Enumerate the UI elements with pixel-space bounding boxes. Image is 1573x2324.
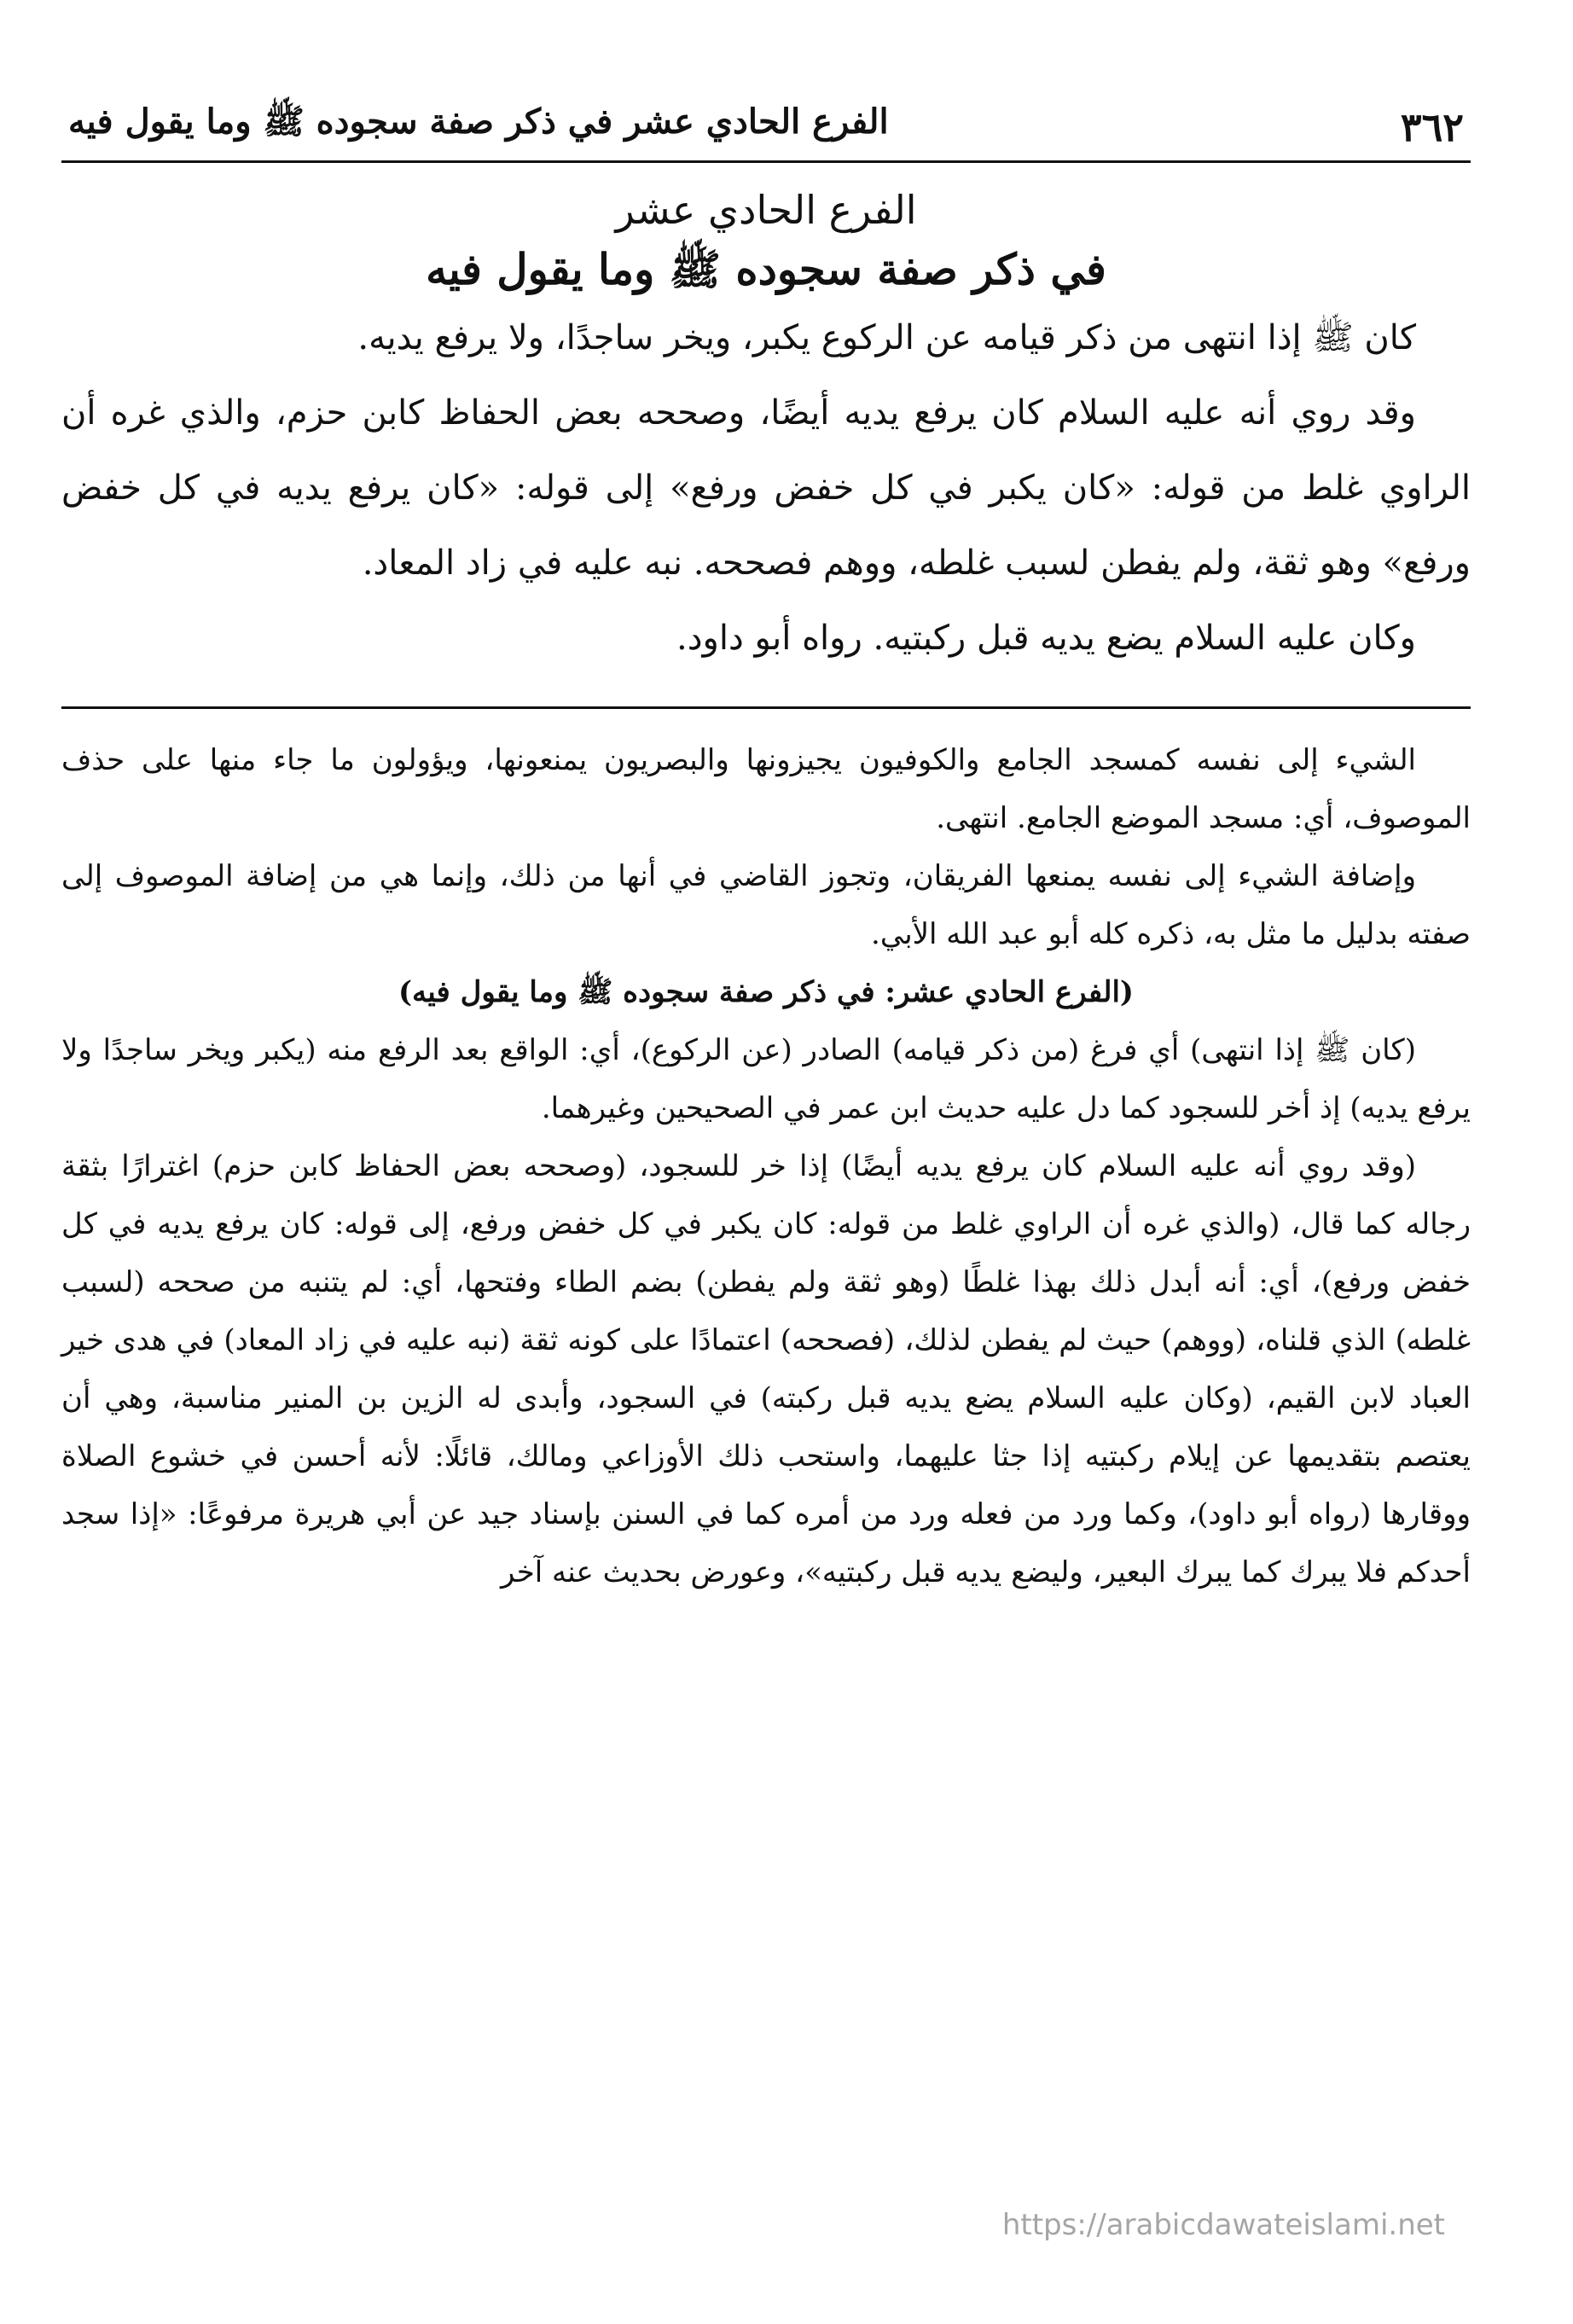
- main-paragraph: وكان عليه السلام يضع يديه قبل ركبتيه. رواه أبو داود.: [676, 619, 1416, 659]
- commentary-paragraph: الشيء إلى نفسه كمسجد الجامع والكوفيون يجيزونها والبصريون يمنعونها، ويؤولون ما جاء منها على حذف الموصوف، أي: مسجد الموضع الجامع. انتهى.: [61, 743, 1471, 836]
- commentary-paragraph: (وقد روي أنه عليه السلام كان يرفع يديه أيضًا) إذا خر للسجود، (وصححه بعض الحفاظ كابن حزم) اغترارًا بثقة رجاله كما قال، (والذي غره أن الراوي غلط من قوله: كان يكبر في كل خفض ورفع، إلى قوله: كان يرفع يديه في كل خفض ورفع)، أي: أنه أبدل ذلك بهذا غلطًا (وهو ثقة ولم يفطن) بضم الطاء وفتحها، أي: لم يتنبه من صححه (لسبب غلطه) الذي قلناه، (ووهم) حيث لم يفطن لذلك، (فصححه) اعتمادًا على كونه ثقة (نبه عليه في زاد المعاد) في هدى خير العباد لابن القيم، (وكان عليه السلام يضع يديه قبل ركبته) في السجود، وأبدى له الزين بن المنير مناسبة، وهي أن يعتصم بتقديمها عن إيلام ركبتيه إذا جثا عليهما، واستحب ذلك الأوزاعي ومالك، قائلًا: لأنه أحسن في خشوع الصلاة ووقارها (رواه أبو داود)، وكما ورد من فعله ورد من أمره كما في السنن بإسناد جيد عن أبي هريرة مرفوعًا: «إذا سجد أحدكم فلا يبرك كما يبرك البعير، وليضع يديه قبل ركبتيه»، وعورض بحديث عنه آخر: [61, 1149, 1471, 1590]
- commentary-heading: (الفرع الحادي عشر: في ذكر صفة سجوده ﷺ وما يقول فيه): [398, 975, 1135, 1010]
- main-paragraph: كان ﷺ إذا انتهى من ذكر قيامه عن الركوع يكبر، ويخر ساجدًا، ولا يرفع يديه.: [357, 318, 1416, 358]
- commentary-divider: [61, 706, 1471, 709]
- page-header: [61, 101, 1471, 163]
- main-paragraph: وقد روي أنه عليه السلام كان يرفع يديه أيضًا، وصححه بعض الحفاظ كابن حزم، والذي غره أن الراوي غلط من قوله: «كان يكبر في كل خفض ورفع» إلى قوله: «كان يرفع يديه في كل خفض ورفع» وهو ثقة، ولم يفطن لسبب غلطه، ووهم فصححه. نبه عليه في زاد المعاد.: [61, 393, 1471, 584]
- book-page: [61, 101, 1471, 1601]
- chapter-title: في ذكر صفة سجوده ﷺ وما يقول فيه: [426, 243, 1106, 294]
- watermark-url: https://arabicdawateislami.net: [1001, 2208, 1445, 2242]
- page-number: ٣٦٢: [1400, 104, 1464, 150]
- commentary-paragraph: وإضافة الشيء إلى نفسه يمنعها الفريقان، وتجوز القاضي في أنها من ذلك، وإنما هي من إضافة الموصوف إلى صفته بدليل ما مثل به، ذكره كله أبو عبد الله الأبي.: [61, 859, 1471, 952]
- main-text: [61, 300, 1471, 676]
- chapter-label: الفرع الحادي عشر: [615, 187, 917, 233]
- commentary-paragraph: (كان ﷺ إذا انتهى) أي فرغ (من ذكر قيامه) الصادر (عن الركوع)، أي: الواقع بعد الرفع منه (يكبر ويخر ساجدًا ولا يرفع يديه) إذ أخر للسجود كما دل عليه حديث ابن عمر في الصحيحين وغيرهما.: [61, 1033, 1471, 1126]
- running-title: الفرع الحادي عشر في ذكر صفة سجوده ﷺ وما يقول فيه: [68, 102, 889, 142]
- commentary: [61, 731, 1471, 1601]
- chapter-heading: [61, 182, 1471, 300]
